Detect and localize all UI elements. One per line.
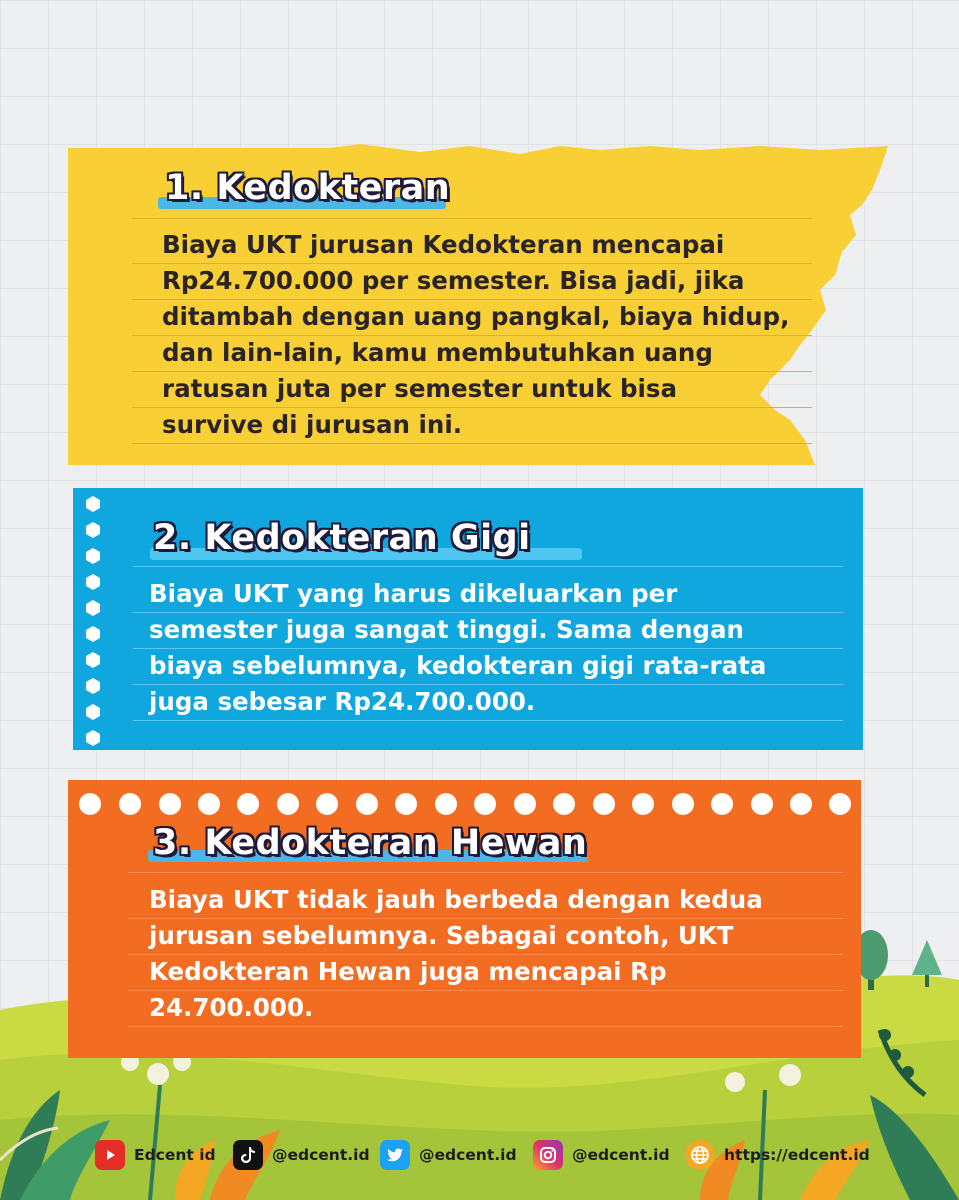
globe-icon: [685, 1140, 715, 1170]
body-line: juga sebesar Rp24.700.000.: [149, 687, 536, 716]
twitter-icon: [380, 1140, 410, 1170]
body-line: Biaya UKT tidak jauh berbeda dengan kedua: [149, 885, 763, 914]
youtube-label: Edcent id: [134, 1146, 216, 1164]
section-card-kedokteran: [0, 0, 959, 480]
divider: [133, 648, 843, 649]
section-title: 1. Kedokteran: [165, 168, 451, 208]
divider: [128, 1026, 843, 1027]
body-line: Biaya UKT jurusan Kedokteran mencapai: [162, 230, 725, 259]
instagram-icon: [533, 1140, 563, 1170]
body-line: Rp24.700.000 per semester. Bisa jadi, jika: [162, 266, 745, 295]
divider: [128, 918, 843, 919]
section-card-kedokteran-hewan: [68, 780, 861, 1058]
body-line: dan lain-lain, kamu membutuhkan uang: [162, 338, 713, 367]
twitter-label: @edcent.id: [419, 1146, 517, 1164]
body-line: jurusan sebelumnya. Sebagai contoh, UKT: [149, 921, 734, 950]
body-line: biaya sebelumnya, kedokteran gigi rata-rata: [149, 651, 767, 680]
divider: [128, 872, 843, 873]
tiktok-icon: [233, 1140, 263, 1170]
body-line: Biaya UKT yang harus dikeluarkan per: [149, 579, 678, 608]
divider: [132, 443, 812, 444]
divider: [128, 954, 843, 955]
divider: [133, 684, 843, 685]
section-card-kedokteran-gigi: [73, 488, 863, 750]
social-footer: [95, 1138, 875, 1172]
tiktok-link[interactable]: [233, 1138, 370, 1172]
divider: [132, 407, 812, 408]
divider: [132, 335, 812, 336]
instagram-link[interactable]: [533, 1138, 670, 1172]
divider: [132, 371, 812, 372]
body-line: survive di jurusan ini.: [162, 410, 463, 439]
divider: [133, 566, 843, 567]
divider: [132, 299, 812, 300]
website-label: https://edcent.id: [724, 1146, 870, 1164]
divider: [128, 990, 843, 991]
divider: [133, 612, 843, 613]
divider: [132, 263, 812, 264]
body-line: semester juga sangat tinggi. Sama dengan: [149, 615, 744, 644]
body-line: ditambah dengan uang pangkal, biaya hidup,: [162, 302, 790, 331]
body-line: 24.700.000.: [149, 993, 314, 1022]
youtube-link[interactable]: [95, 1138, 216, 1172]
section-title: 3. Kedokteran Hewan: [153, 823, 588, 863]
twitter-link[interactable]: [380, 1138, 517, 1172]
youtube-icon: [95, 1140, 125, 1170]
divider: [132, 218, 812, 219]
section-title: 2. Kedokteran Gigi: [153, 518, 531, 558]
body-line: ratusan juta per semester untuk bisa: [162, 374, 678, 403]
tiktok-label: @edcent.id: [272, 1146, 370, 1164]
instagram-label: @edcent.id: [572, 1146, 670, 1164]
binder-holes: [78, 792, 858, 816]
binder-holes: [85, 496, 101, 746]
divider: [133, 720, 843, 721]
body-line: Kedokteran Hewan juga mencapai Rp: [149, 957, 667, 986]
website-link[interactable]: [685, 1138, 870, 1172]
